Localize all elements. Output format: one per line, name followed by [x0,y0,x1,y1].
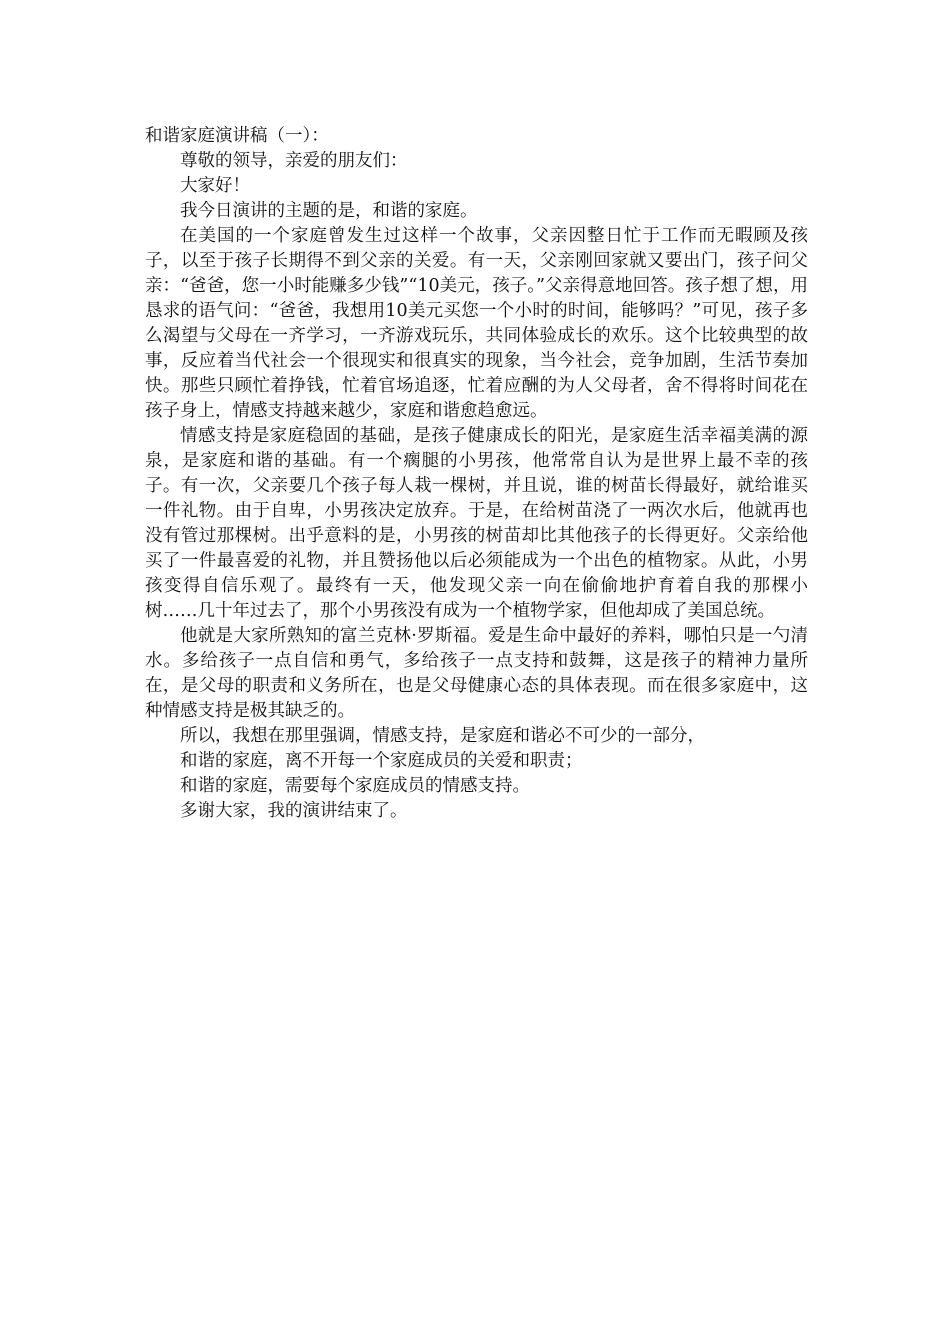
document-body [145,124,808,824]
paragraph-story-boy: 情感支持是家庭稳固的基础，是孩子健康成长的阳光，是家庭生活幸福美满的源泉，是家庭和谐的基础。有一个瘸腿的小男孩，他常常自认为是世界上最不幸的孩子。有一次，父亲要几个孩子每人栽一棵树，并且说，谁的树苗长得最好，就给谁买一件礼物。由于自卑，小男孩决定放弃。于是，在给树苗浇了一两次水后，他就再也没有管过那棵树。出乎意料的是，小男孩的树苗却比其他孩子的长得更好。父亲给他买了一件最喜爱的礼物，并且赞扬他以后必须能成为一个出色的植物家。从此，小男孩变得自信乐观了。最终有一天，他发现父亲一向在偷偷地护育着自我的那棵小树……几十年过去了，那个小男孩没有成为一个植物学家，但他却成了美国总统。 [145,426,808,621]
paragraph-roosevelt: 他就是大家所熟知的富兰克林·罗斯福。爱是生命中最好的养料，哪怕只是一勺清水。多给孩子一点自信和勇气，多给孩子一点支持和鼓舞，这是孩子的精神力量所在，是父母的职责和义务所在，也是父母健康心态的具体表现。而在很多家庭中，这种情感支持是极其缺乏的。 [145,626,808,721]
document-title: 和谐家庭演讲稿（一）： [145,126,329,146]
paragraph-care-duty: 和谐的家庭，离不开每一个家庭成员的关爱和职责； [180,751,583,771]
paragraph-topic: 我今日演讲的主题的是，和谐的家庭。 [180,201,478,221]
paragraph-closing: 多谢大家，我的演讲结束了。 [180,801,408,821]
paragraph-story-father: 在美国的一个家庭曾发生过这样一个故事，父亲因整日忙于工作而无暇顾及孩子，以至于孩子长期得不到父亲的关爱。有一天，父亲刚回家就又要出门，孩子问父亲：“爸爸，您一小时能赚多少钱”“10美元，孩子。”父亲得意地回答。孩子想了想，用恳求的语气问：“爸爸，我想用10美元买您一个小时的时间，能够吗？”可见，孩子多么渴望与父母在一齐学习，一齐游戏玩乐，共同体验成长的欢乐。这个比较典型的故事，反应着当代社会一个很现实和很真实的现象，当今社会，竞争加剧，生活节奏加快。那些只顾忙着挣钱，忙着官场追逐，忙着应酬的为人父母者，舍不得将时间花在孩子身上，情感支持越来越少，家庭和谐愈趋愈远。 [145,226,808,421]
paragraph-emotional-support: 和谐的家庭，需要每个家庭成员的情感支持。 [180,776,530,796]
paragraph-emphasis: 所以，我想在那里强调，情感支持，是家庭和谐必不可少的一部分， [180,726,705,746]
paragraph-greeting-audience: 尊敬的领导，亲爱的朋友们： [180,151,408,171]
paragraph-hello: 大家好！ [180,176,250,196]
